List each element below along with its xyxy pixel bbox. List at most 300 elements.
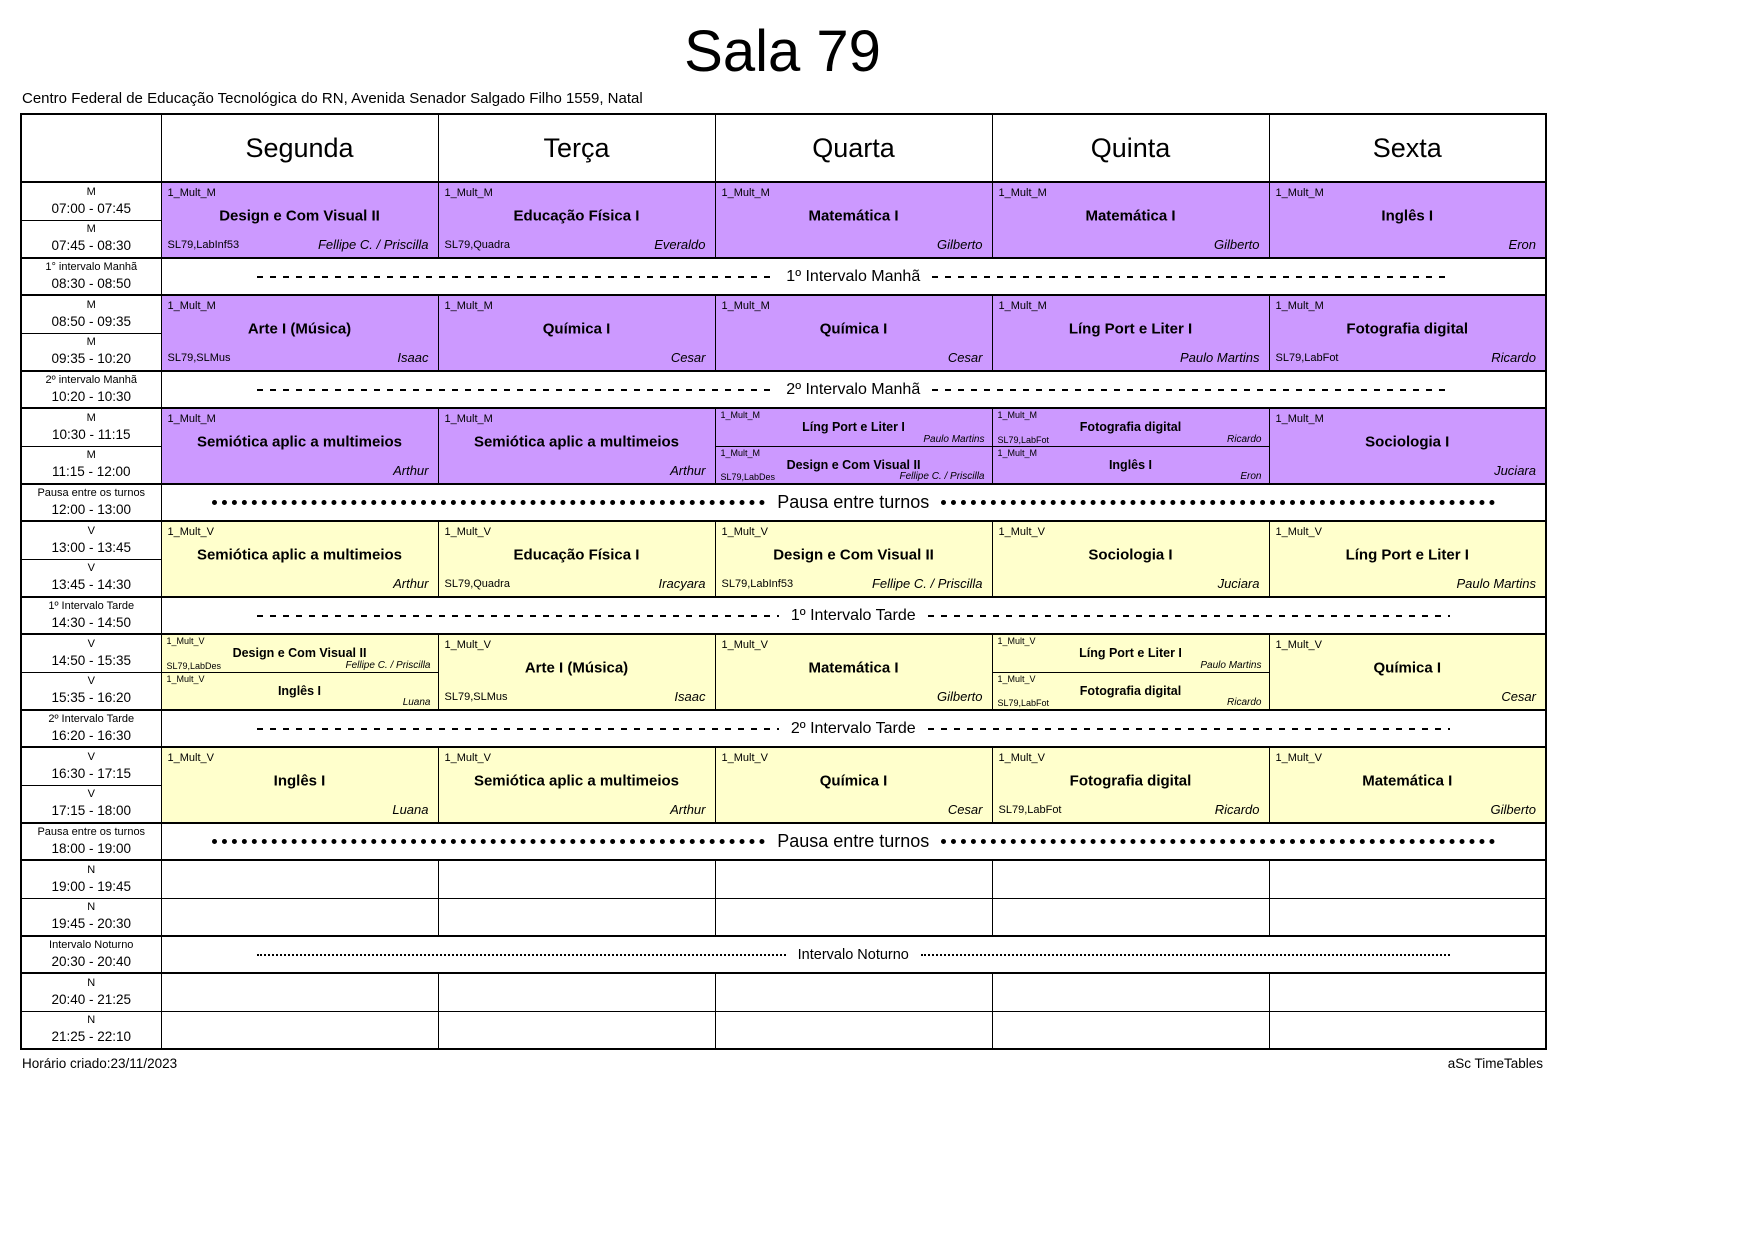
time-cell <box>21 1011 161 1049</box>
lesson-subject: Inglês I <box>1381 207 1434 225</box>
lesson-teacher: Ricardo <box>1491 350 1536 365</box>
lesson-subject: Sociologia I <box>1088 546 1173 564</box>
interval-line-left <box>257 615 779 617</box>
lesson-teacher: Paulo Martins <box>923 433 985 445</box>
interval-row <box>21 371 1546 408</box>
time-period-label: Pausa entre os turnos <box>37 486 146 499</box>
interval-line-right <box>932 276 1450 278</box>
lesson-subject: Química I <box>819 320 888 338</box>
lesson-teacher: Arthur <box>670 802 706 817</box>
lesson-group: 1_Mult_M <box>167 300 216 312</box>
lesson-subject: Semiótica aplic a multimeios <box>473 772 680 790</box>
time-period-label: V <box>87 788 95 801</box>
interval-band <box>161 371 1546 408</box>
time-cell <box>21 258 161 295</box>
interval-label: Pausa entre turnos <box>777 831 930 851</box>
lesson-teacher: Cesar <box>947 350 983 365</box>
lesson-teacher: Gilberto <box>936 689 983 704</box>
lesson-cell <box>715 521 992 597</box>
empty-cell <box>992 1011 1269 1049</box>
lesson-group: 1_Mult_M <box>998 300 1047 312</box>
lesson-cell <box>438 182 715 258</box>
lesson-group: 1_Mult_M <box>720 447 761 458</box>
time-cell <box>21 785 161 823</box>
time-period-label: V <box>87 675 95 688</box>
time-period-label: M <box>86 298 96 311</box>
lesson-room: SL79,LabFot <box>997 434 1050 445</box>
lesson-room: SL79,LabInf53 <box>721 578 794 590</box>
empty-cell <box>1269 898 1546 936</box>
lesson-group: 1_Mult_M <box>167 413 216 425</box>
time-period-label: V <box>87 562 95 575</box>
lesson-room: SL79,LabDes <box>166 660 222 671</box>
lesson-subject: Matemática I <box>808 207 899 225</box>
lesson-room: SL79,LabFot <box>1275 352 1339 364</box>
time-cell <box>21 672 161 710</box>
lesson-group: 1_Mult_V <box>721 752 768 764</box>
lesson-subject: Arte I (Música) <box>524 659 629 677</box>
interval-line-left <box>212 839 766 844</box>
interval-row <box>21 258 1546 295</box>
empty-cell <box>1269 973 1546 1011</box>
empty-cell <box>1269 860 1546 898</box>
lesson-subject: Inglês I <box>1108 457 1153 472</box>
lesson-subject: Semiótica aplic a multimeios <box>473 433 680 451</box>
lesson-cell <box>715 408 992 446</box>
lesson-teacher: Iracyara <box>658 576 706 591</box>
lesson-teacher: Arthur <box>393 463 429 478</box>
time-range: 10:30 - 11:15 <box>51 426 131 442</box>
time-cell <box>21 371 161 408</box>
lesson-teacher: Paulo Martins <box>1180 350 1260 365</box>
interval-band-inner <box>162 268 1546 286</box>
lesson-teacher: Fellipe C. / Priscilla <box>345 659 431 671</box>
lesson-cell <box>1269 521 1546 597</box>
lesson-room: SL79,LabFot <box>998 804 1062 816</box>
lesson-teacher: Luana <box>402 697 431 708</box>
empty-cell <box>438 1011 715 1049</box>
empty-cell <box>161 1011 438 1049</box>
lesson-row <box>21 182 1546 220</box>
lesson-cell <box>992 747 1269 823</box>
lesson-room: SL79,LabFot <box>997 698 1050 708</box>
lesson-teacher: Ricardo <box>1214 802 1260 817</box>
time-range: 12:00 - 13:00 <box>51 501 132 517</box>
empty-cell <box>1269 1011 1546 1049</box>
lesson-teacher: Cesar <box>1501 689 1536 704</box>
time-period-label: V <box>87 750 95 763</box>
lesson-group: 1_Mult_M <box>444 413 493 425</box>
lesson-subject: Fotografia digital <box>1346 320 1469 338</box>
lesson-cell <box>715 634 992 710</box>
time-range: 08:50 - 09:35 <box>51 313 132 329</box>
time-cell <box>21 860 161 898</box>
interval-line-right <box>928 615 1450 617</box>
lesson-subject: Design e Com Visual II <box>219 207 380 225</box>
lesson-cell <box>161 634 438 672</box>
lesson-subject: Fotografia digital <box>1079 683 1182 698</box>
empty-cell <box>992 898 1269 936</box>
time-period-label: M <box>86 185 96 198</box>
lesson-row <box>21 521 1546 559</box>
lesson-row <box>21 747 1546 785</box>
time-range: 09:35 - 10:20 <box>51 351 132 367</box>
lesson-subject: Química I <box>819 772 888 790</box>
lesson-cell <box>715 295 992 371</box>
time-range: 19:00 - 19:45 <box>51 878 132 894</box>
lesson-cell <box>438 521 715 597</box>
lesson-group: 1_Mult_V <box>166 673 205 684</box>
time-cell <box>21 973 161 1011</box>
lesson-cell <box>1269 747 1546 823</box>
lesson-teacher: Fellipe C. / Priscilla <box>317 237 429 252</box>
time-cell <box>21 559 161 597</box>
time-range: 18:00 - 19:00 <box>51 840 132 856</box>
time-period-label: 2º intervalo Manhã <box>45 373 137 386</box>
lesson-room: SL79,LabDes <box>720 472 776 482</box>
lesson-cell <box>715 747 992 823</box>
time-range: 15:35 - 16:20 <box>51 690 132 706</box>
interval-band-inner <box>162 492 1546 513</box>
lesson-subject: Design e Com Visual II <box>232 646 367 661</box>
lesson-teacher: Eron <box>1240 471 1262 482</box>
time-range: 14:30 - 14:50 <box>51 614 132 630</box>
lesson-group: 1_Mult_M <box>444 300 493 312</box>
lesson-cell <box>992 446 1269 484</box>
interval-band-inner <box>162 381 1546 399</box>
time-period-label: M <box>86 223 96 236</box>
time-cell <box>21 295 161 333</box>
interval-line-right <box>928 728 1450 730</box>
interval-line-right <box>932 389 1450 391</box>
lesson-subject: Inglês I <box>273 772 326 790</box>
lesson-room: SL79,LabInf53 <box>167 239 240 251</box>
lesson-group: 1_Mult_M <box>997 410 1038 420</box>
lesson-subject: Fotografia digital <box>1069 772 1192 790</box>
interval-row <box>21 597 1546 634</box>
time-cell <box>21 446 161 484</box>
lesson-group: 1_Mult_V <box>1275 752 1322 764</box>
time-period-label: N <box>87 901 96 914</box>
interval-line-left <box>257 276 775 278</box>
interval-line-right <box>941 500 1495 505</box>
lesson-subject: Arte I (Música) <box>247 320 352 338</box>
lesson-room: SL79,Quadra <box>444 578 510 590</box>
lesson-group: 1_Mult_V <box>998 526 1045 538</box>
interval-line-right <box>941 839 1495 844</box>
lesson-teacher: Everaldo <box>654 237 706 252</box>
time-range: 14:50 - 15:35 <box>51 652 132 668</box>
lesson-subject: Matemática I <box>1085 207 1176 225</box>
time-period-label: N <box>87 1014 96 1027</box>
interval-band <box>161 710 1546 747</box>
lesson-cell <box>1269 634 1546 710</box>
lesson-teacher: Ricardo <box>1227 433 1262 445</box>
lesson-subject: Educação Física I <box>513 207 640 225</box>
lesson-cell <box>161 295 438 371</box>
time-period-label: 2º Intervalo Tarde <box>48 712 135 725</box>
lesson-cell <box>1269 182 1546 258</box>
lesson-teacher: Gilberto <box>936 237 983 252</box>
lesson-subject: Educação Física I <box>513 546 640 564</box>
time-cell <box>21 220 161 258</box>
time-range: 07:45 - 08:30 <box>51 238 132 254</box>
lesson-group: 1_Mult_V <box>167 526 214 538</box>
interval-band <box>161 258 1546 295</box>
empty-cell <box>992 860 1269 898</box>
interval-row <box>21 936 1546 973</box>
lesson-group: 1_Mult_V <box>1275 526 1322 538</box>
lesson-teacher: Cesar <box>947 802 983 817</box>
empty-cell <box>715 1011 992 1049</box>
interval-band-inner <box>162 831 1546 852</box>
interval-label: 2º Intervalo Manhã <box>786 380 921 398</box>
lesson-subject: Líng Port e Liter I <box>1068 320 1193 338</box>
lesson-subject: Matemática I <box>808 659 899 677</box>
time-cell <box>21 408 161 446</box>
lesson-group: 1_Mult_M <box>720 410 761 420</box>
time-range: 13:00 - 13:45 <box>51 539 132 555</box>
time-range: 11:15 - 12:00 <box>51 464 131 480</box>
lesson-subject: Semiótica aplic a multimeios <box>196 546 403 564</box>
lesson-subject: Design e Com Visual II <box>786 457 921 472</box>
time-cell <box>21 634 161 672</box>
page-title: Sala 79 <box>684 19 881 84</box>
time-range: 20:40 - 21:25 <box>51 991 132 1007</box>
interval-band-inner <box>162 607 1546 625</box>
interval-label: 1º Intervalo Tarde <box>790 606 916 624</box>
lesson-subject: Inglês I <box>277 683 322 698</box>
lesson-teacher: Juciara <box>1217 576 1260 591</box>
interval-label: Pausa entre turnos <box>777 492 930 512</box>
lesson-group: 1_Mult_M <box>1275 187 1324 199</box>
lesson-teacher: Paulo Martins <box>1200 659 1262 671</box>
time-cell <box>21 936 161 973</box>
empty-cell <box>438 898 715 936</box>
time-cell <box>21 710 161 747</box>
time-period-label: 1º Intervalo Tarde <box>48 599 135 612</box>
time-period-label: V <box>87 524 95 537</box>
time-period-label: 1° intervalo Manhã <box>45 260 138 273</box>
lesson-teacher: Isaac <box>397 350 429 365</box>
empty-row <box>21 898 1546 936</box>
lesson-cell <box>161 672 438 710</box>
lesson-subject: Química I <box>1373 659 1442 677</box>
lesson-group: 1_Mult_V <box>444 526 491 538</box>
time-cell <box>21 521 161 559</box>
lesson-subject: Sociologia I <box>1365 433 1450 451</box>
lesson-group: 1_Mult_V <box>1275 639 1322 651</box>
lesson-room: SL79,SLMus <box>444 691 508 703</box>
lesson-cell <box>992 521 1269 597</box>
lesson-teacher: Arthur <box>670 463 706 478</box>
empty-cell <box>161 898 438 936</box>
lesson-group: 1_Mult_V <box>721 526 768 538</box>
lesson-subject: Semiótica aplic a multimeios <box>196 433 403 451</box>
empty-cell <box>715 860 992 898</box>
lesson-teacher: Luana <box>392 802 429 817</box>
interval-band-inner <box>162 720 1546 738</box>
time-range: 16:30 - 17:15 <box>51 765 132 781</box>
lesson-teacher: Eron <box>1508 237 1536 252</box>
day-header-terca: Terça <box>438 114 715 182</box>
lesson-group: 1_Mult_V <box>721 639 768 651</box>
time-period-label: M <box>86 449 96 462</box>
footer-created-date: Horário criado:23/11/2023 <box>22 1056 178 1071</box>
time-range: 19:45 - 20:30 <box>51 916 132 932</box>
interval-band-inner <box>162 947 1546 963</box>
time-period-label: M <box>86 411 96 424</box>
empty-cell <box>438 860 715 898</box>
time-period-label: N <box>87 863 96 876</box>
interval-row <box>21 710 1546 747</box>
time-range: 07:00 - 07:45 <box>51 200 132 216</box>
lesson-group: 1_Mult_M <box>721 187 770 199</box>
lesson-row <box>21 408 1546 446</box>
lesson-room: SL79,SLMus <box>167 352 231 364</box>
time-cell <box>21 747 161 785</box>
empty-row <box>21 1011 1546 1049</box>
interval-band <box>161 936 1546 973</box>
time-period-label: N <box>87 976 96 989</box>
lesson-cell <box>1269 408 1546 484</box>
day-header-segunda: Segunda <box>161 114 438 182</box>
lesson-subject: Matemática I <box>1362 772 1453 790</box>
lesson-teacher: Fellipe C. / Priscilla <box>871 576 983 591</box>
time-period-label: Intervalo Noturno <box>49 938 134 951</box>
lesson-cell <box>715 446 992 484</box>
time-range: 21:25 - 22:10 <box>51 1029 132 1045</box>
lesson-subject: Design e Com Visual II <box>773 546 934 564</box>
empty-cell <box>161 973 438 1011</box>
lesson-group: 1_Mult_M <box>721 300 770 312</box>
lesson-cell <box>438 295 715 371</box>
empty-row <box>21 973 1546 1011</box>
lesson-cell <box>992 672 1269 710</box>
corner-cell <box>21 114 161 182</box>
lesson-group: 1_Mult_V <box>444 639 491 651</box>
interval-label: Intervalo Noturno <box>797 946 909 963</box>
lesson-cell <box>438 408 715 484</box>
time-cell <box>21 333 161 371</box>
day-header-quinta: Quinta <box>992 114 1269 182</box>
lesson-teacher: Cesar <box>670 350 706 365</box>
time-period-label: M <box>86 336 96 349</box>
time-cell <box>21 182 161 220</box>
lesson-cell <box>1269 295 1546 371</box>
time-cell <box>21 898 161 936</box>
lesson-room: SL79,Quadra <box>444 239 510 251</box>
time-period-label: V <box>87 637 95 650</box>
lesson-row <box>21 295 1546 333</box>
lesson-group: 1_Mult_M <box>1275 300 1324 312</box>
lesson-teacher: Juciara <box>1494 463 1536 478</box>
timetable <box>20 113 1547 1050</box>
lesson-teacher: Gilberto <box>1213 237 1260 252</box>
interval-band <box>161 597 1546 634</box>
lesson-group: 1_Mult_V <box>997 636 1036 646</box>
lesson-cell <box>992 634 1269 672</box>
time-range: 13:45 - 14:30 <box>51 577 132 593</box>
interval-line-left <box>212 500 766 505</box>
interval-row <box>21 823 1546 860</box>
empty-cell <box>992 973 1269 1011</box>
time-range: 16:20 - 16:30 <box>51 727 132 743</box>
lesson-teacher: Arthur <box>393 576 429 591</box>
lesson-cell <box>992 182 1269 258</box>
lesson-teacher: Isaac <box>674 689 706 704</box>
day-header-sexta: Sexta <box>1269 114 1546 182</box>
time-cell <box>21 823 161 860</box>
time-range: 17:15 - 18:00 <box>51 803 132 819</box>
interval-line-left <box>257 954 786 956</box>
time-range: 20:30 - 20:40 <box>51 953 132 969</box>
lesson-cell <box>438 634 715 710</box>
time-period-label: Pausa entre os turnos <box>37 825 146 838</box>
page-subtitle: Centro Federal de Educação Tecnológica do RN, Avenida Senador Salgado Filho 1559, Natal <box>22 90 643 107</box>
lesson-cell <box>715 182 992 258</box>
footer-app-name: aSc TimeTables <box>1447 1056 1543 1071</box>
interval-line-left <box>257 389 775 391</box>
time-cell <box>21 484 161 521</box>
lesson-group: 1_Mult_V <box>997 673 1036 684</box>
lesson-group: 1_Mult_M <box>167 187 216 199</box>
lesson-cell <box>992 408 1269 446</box>
day-header-row <box>21 114 1546 182</box>
lesson-subject: Fotografia digital <box>1079 420 1182 435</box>
day-header-quarta: Quarta <box>715 114 992 182</box>
lesson-group: 1_Mult_V <box>167 752 214 764</box>
lesson-group: 1_Mult_V <box>998 752 1045 764</box>
empty-cell <box>438 973 715 1011</box>
lesson-teacher: Ricardo <box>1227 697 1262 708</box>
lesson-group: 1_Mult_V <box>166 636 205 646</box>
empty-cell <box>715 898 992 936</box>
lesson-cell <box>161 521 438 597</box>
time-range: 10:20 - 10:30 <box>51 388 132 404</box>
lesson-group: 1_Mult_M <box>444 187 493 199</box>
interval-row <box>21 484 1546 521</box>
interval-line-right <box>921 954 1450 956</box>
time-range: 08:30 - 08:50 <box>51 275 132 291</box>
lesson-cell <box>438 747 715 823</box>
lesson-group: 1_Mult_M <box>1275 413 1324 425</box>
lesson-group: 1_Mult_M <box>998 187 1047 199</box>
lesson-teacher: Paulo Martins <box>1456 576 1536 591</box>
lesson-teacher: Gilberto <box>1490 802 1536 817</box>
lesson-group: 1_Mult_M <box>997 447 1038 458</box>
lesson-subject: Líng Port e Liter I <box>1345 546 1469 564</box>
interval-band <box>161 484 1546 521</box>
empty-cell <box>715 973 992 1011</box>
empty-cell <box>161 860 438 898</box>
lesson-cell <box>992 295 1269 371</box>
lesson-cell <box>161 747 438 823</box>
lesson-subject: Química I <box>542 320 611 338</box>
lesson-subject: Líng Port e Liter I <box>1079 646 1182 661</box>
interval-label: 2º Intervalo Tarde <box>790 719 916 737</box>
time-cell <box>21 597 161 634</box>
lesson-cell <box>161 182 438 258</box>
lesson-cell <box>161 408 438 484</box>
interval-label: 1º Intervalo Manhã <box>786 267 921 285</box>
lesson-row <box>21 634 1546 672</box>
interval-line-left <box>257 728 779 730</box>
lesson-subject: Líng Port e Liter I <box>802 420 905 435</box>
lesson-group: 1_Mult_V <box>444 752 491 764</box>
lesson-teacher: Fellipe C. / Priscilla <box>899 471 985 482</box>
interval-band <box>161 823 1546 860</box>
